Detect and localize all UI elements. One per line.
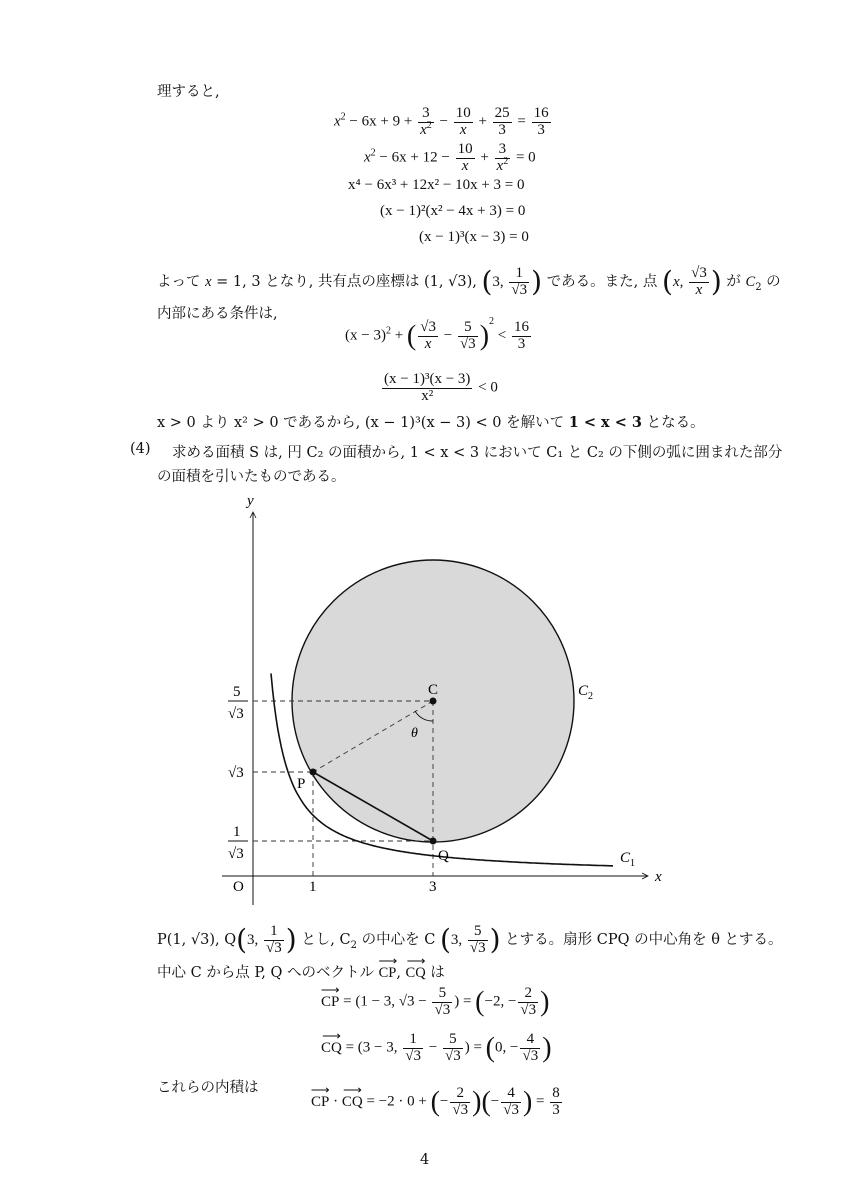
x-tick-3: 3 xyxy=(429,879,437,895)
y-tick-1-num: 1 xyxy=(233,824,241,840)
vector-cq: ⟶ CQ xyxy=(406,965,426,982)
vector-cq: ⟶ CQ xyxy=(321,1040,342,1057)
paragraph-line: これらの内積は xyxy=(157,1080,259,1096)
y-tick-sqrt3: √3 xyxy=(228,765,244,781)
fraction: $\frac{1}{√3}$ xyxy=(511,264,528,298)
paragraph: x > 0 より x² > 0 であるから, (x − 1)³(x − 3) < 0 を解いて 1 < x < 3 となる。 xyxy=(157,414,705,431)
fraction: $\frac{25}{3}$ xyxy=(494,105,510,138)
label-c2: $C_2$ xyxy=(578,683,594,702)
equation-line: ⟶ CP · ⟶ CQ = −2 · 0 + (− $\frac{2}{√3}$ )(− $\frac{4}{√3}$ ) = $\frac{8}{3}$ xyxy=(311,1086,564,1119)
y-tick-5-num: 5 xyxy=(233,684,241,700)
equation-line: $(x - 3)^2$ + ( $\frac{√3}{x}$ − $\frac{5}{√3}$ )$^2$ < $\frac{16}{3}$ xyxy=(345,315,529,352)
equation-line: ⟶ CQ = (3 − 3, $\frac{1}{√3}$ − $\frac{5}{√3}$ ) = (0, − $\frac{4}{√3}$ ) xyxy=(321,1032,552,1065)
fraction: $\frac{5}{√3}$ xyxy=(469,922,486,956)
fraction: $\frac{10}{x}$ xyxy=(455,105,471,138)
paragraph-line: 求める面積 S は, 円 C₂ の面積から, 1 < x < 3 において C₁ と C₂ の下側の弧に囲まれた部分 xyxy=(172,445,783,461)
fraction: $\frac{5}{√3}$ xyxy=(434,985,451,1018)
label-c1: $C_1$ xyxy=(620,850,636,869)
label-c: C xyxy=(428,682,439,698)
fraction: $\frac{16}{3}$ xyxy=(533,105,549,138)
fraction: $\frac{4}{√3}$ xyxy=(503,1085,519,1118)
page-number: 4 xyxy=(420,1152,430,1168)
equation-line: x⁴ − 6x³ + 12x² − 10x + 3 = 0 xyxy=(348,177,525,193)
equation-line: $x^2 - 6x + 12$ − $\frac{10}{x}$ + $\frac{3}{x^2}$ = 0 xyxy=(364,141,536,174)
fraction: $\frac{√3}{x}$ xyxy=(691,264,707,298)
y-tick-5-den: √3 xyxy=(228,706,244,722)
label-theta: θ xyxy=(411,726,418,741)
fraction: $\frac{1}{√3}$ xyxy=(405,1031,421,1064)
y-tick-1-den: √3 xyxy=(228,846,244,862)
vector-cp: ⟶ CP xyxy=(321,994,339,1011)
vector-cq: ⟶ CQ xyxy=(342,1094,363,1111)
fraction: $\frac{3}{x^2}$ xyxy=(420,105,432,138)
fraction: $\frac{3}{x^2}$ xyxy=(496,141,509,174)
paragraph: よって x = 1, 3 となり, 共有点の座標は (1, √3), (3, $\frac{1}{√3}$ ) である。また, 点 (x, $\frac{√3}{x}$ ) が $C_2$ の xyxy=(157,264,781,298)
point-c xyxy=(430,698,437,705)
y-axis-label: y xyxy=(247,493,254,509)
equation-line: ⟶ CP = (1 − 3, √3 − $\frac{5}{√3}$ ) = (−2, − $\frac{2}{√3}$ ) xyxy=(321,986,549,1019)
fraction: $\frac{8}{3}$ xyxy=(552,1085,560,1118)
equation-line: $\frac{\text{(x − 1)³(x − 3)}}{\text{x²}}$ < 0 xyxy=(384,371,498,404)
fraction: $\frac{5}{√3}$ xyxy=(444,1031,461,1064)
fraction: $\frac{√3}{x}$ xyxy=(420,319,436,352)
paragraph-line: の面積を引いたものである。 xyxy=(157,469,346,485)
fraction: $\frac{2}{√3}$ xyxy=(452,1085,469,1118)
vector-cp: ⟶ CP xyxy=(379,965,397,982)
equation-line: (x − 1)³(x − 3) = 0 xyxy=(419,229,529,245)
fraction: $\frac{1}{√3}$ xyxy=(266,922,282,956)
paragraph: P(1, √3), Q(3, $\frac{1}{√3}$ ) とし, $C_2$ の中心を C (3, $\frac{5}{√3}$ ) とする。扇形 CPQ の中心角を θ とする。 xyxy=(157,922,783,956)
origin-label: O xyxy=(233,879,244,895)
point-q xyxy=(430,838,437,845)
fraction: $\frac{10}{x}$ xyxy=(457,141,473,174)
fraction: $\frac{4}{√3}$ xyxy=(522,1031,539,1064)
paragraph-line: 中心 C から点 P, Q へのベクトル ⟶ CP, ⟶ CQ は xyxy=(157,961,445,982)
point-p xyxy=(310,769,317,776)
fraction: $\frac{\text{(x − 1)³(x − 3)}}{\text{x²}}$ xyxy=(384,371,471,404)
paragraph-line: 内部にある条件は, xyxy=(157,306,278,322)
vector-cp: ⟶ CP xyxy=(311,1094,329,1111)
fraction: $\frac{5}{√3}$ xyxy=(459,319,476,352)
fraction: $\frac{16}{3}$ xyxy=(513,319,529,352)
equation-line: $x^2 - 6x + 9$ + $\frac{3}{x^2}$ − $\frac{10}{x}$ + $\frac{25}{3}$ = $\frac{16}{3}$ xyxy=(334,105,549,138)
label-q: Q xyxy=(438,848,449,864)
intro-text: 理すると, xyxy=(157,84,220,100)
label-p: P xyxy=(297,776,306,792)
x-axis-label: x xyxy=(655,869,662,885)
part-label: (4) xyxy=(130,441,151,457)
x-tick-1: 1 xyxy=(309,879,317,895)
equation-line: (x − 1)²(x² − 4x + 3) = 0 xyxy=(380,203,526,219)
fraction: $\frac{2}{√3}$ xyxy=(520,985,537,1018)
